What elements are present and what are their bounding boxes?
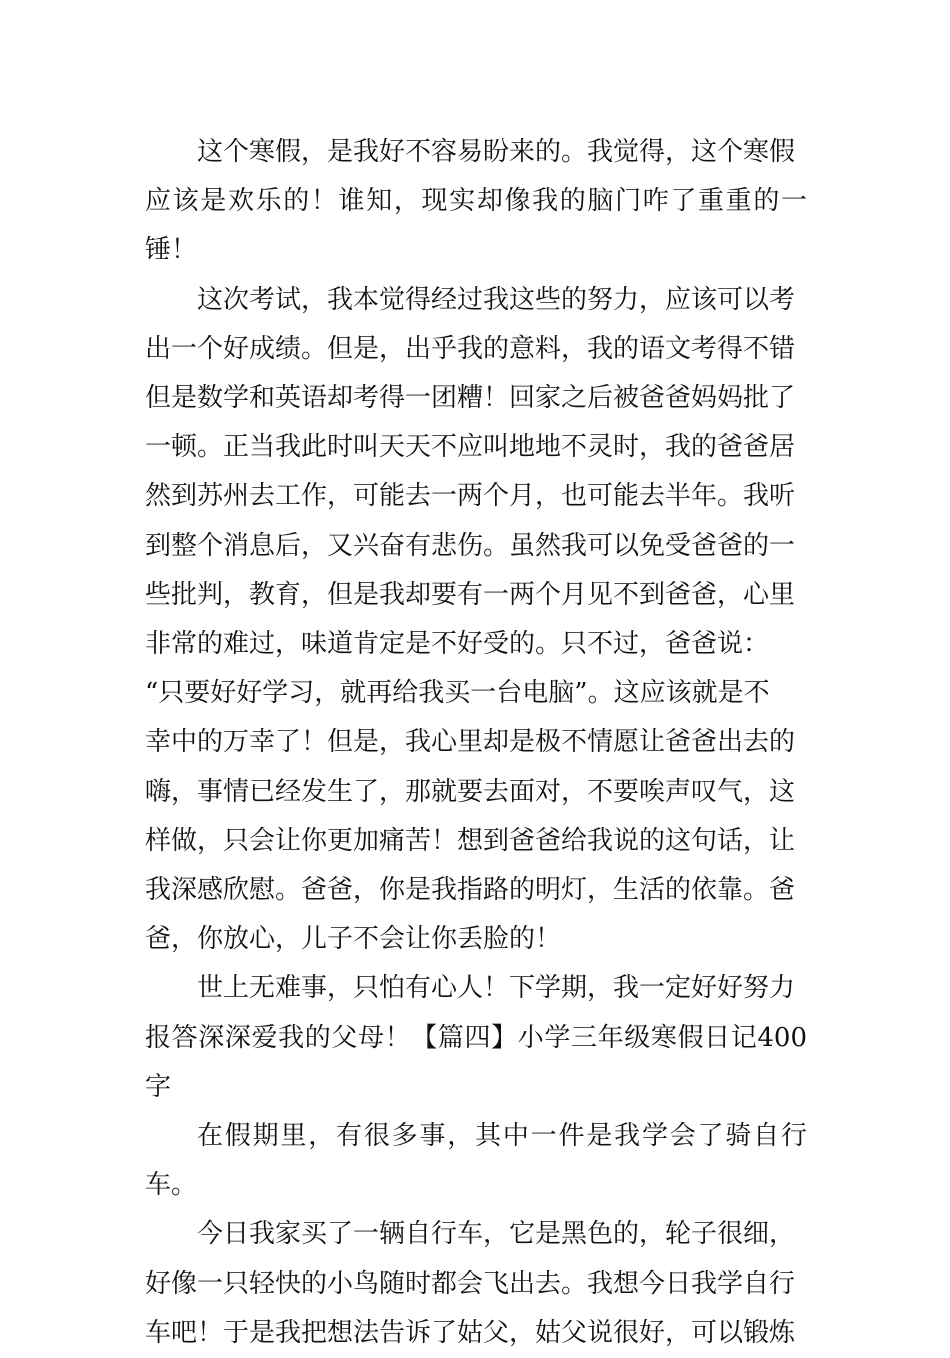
- text-line: 出一个好成绩。但是，出乎我的意料，我的语文考得不错: [145, 333, 796, 364]
- text-line: 这次考试，我本觉得经过我这些的努力，应该可以考: [197, 284, 796, 315]
- paragraph-3: [145, 964, 807, 1112]
- text-line: 在假期里，有很多事，其中一件是我学会了骑自行车。: [145, 1121, 807, 1201]
- text-line: 但是数学和英语却考得一团糟！回家之后被爸爸妈妈批了: [145, 383, 796, 414]
- text-line: 一顿。正当我此时叫天天不应叫地地不灵时，我的爸爸居: [145, 432, 796, 463]
- paragraph-1: [145, 128, 807, 276]
- text-line: 车吧！于是我把想法告诉了姑父，姑父说很好，可以锻炼: [145, 1317, 796, 1348]
- text-line: 好像一只轻快的小鸟随时都会飞出去。我想今日我学自行: [145, 1268, 796, 1299]
- document-body: [145, 128, 807, 1358]
- text-line: 嗨，事情已经发生了，那就要去面对，不要唉声叹气，这: [145, 776, 796, 807]
- paragraph-5: [145, 1210, 807, 1358]
- text-line: “只要好好学习，就再给我买一台电脑”。这应该就是不: [145, 678, 770, 709]
- text-line: 这个寒假，是我好不容易盼来的。我觉得，这个寒假: [197, 137, 796, 167]
- text-line: 应该是欢乐的！谁知，现实却像我的脑门咋了重重的一锤！: [145, 186, 807, 266]
- text-line: 些批判，教育，但是我却要有一两个月见不到爸爸，心里: [145, 579, 796, 610]
- text-line: 我深感欣慰。爸爸，你是我指路的明灯，生活的依靠。爸: [145, 875, 796, 906]
- text-line: 幸中的万幸了！但是，我心里却是极不情愿让爸爸出去的: [145, 727, 796, 758]
- text-line: 然到苏州去工作，可能去一两个月，也可能去半年。我听: [145, 481, 796, 512]
- text-line: 报答深深爱我的父母！【篇四】小学三年级寒假日记400字: [145, 1022, 807, 1102]
- text-line: 爸，你放心，儿子不会让你丢脸的！: [145, 924, 562, 955]
- paragraph-2: [145, 276, 807, 965]
- text-line: 样做，只会让你更加痛苦！想到爸爸给我说的这句话，让: [145, 825, 796, 856]
- text-line: 今日我家买了一辆自行车，它是黑色的，轮子很细，: [197, 1219, 796, 1250]
- text-line: 到整个消息后，又兴奋有悲伤。虽然我可以免受爸爸的一: [145, 530, 796, 561]
- paragraph-4: [145, 1112, 807, 1210]
- text-line: 非常的难过，味道肯定是不好受的。只不过，爸爸说：: [145, 629, 770, 660]
- text-line: 世上无难事，只怕有心人！下学期，我一定好好努力: [197, 973, 796, 1004]
